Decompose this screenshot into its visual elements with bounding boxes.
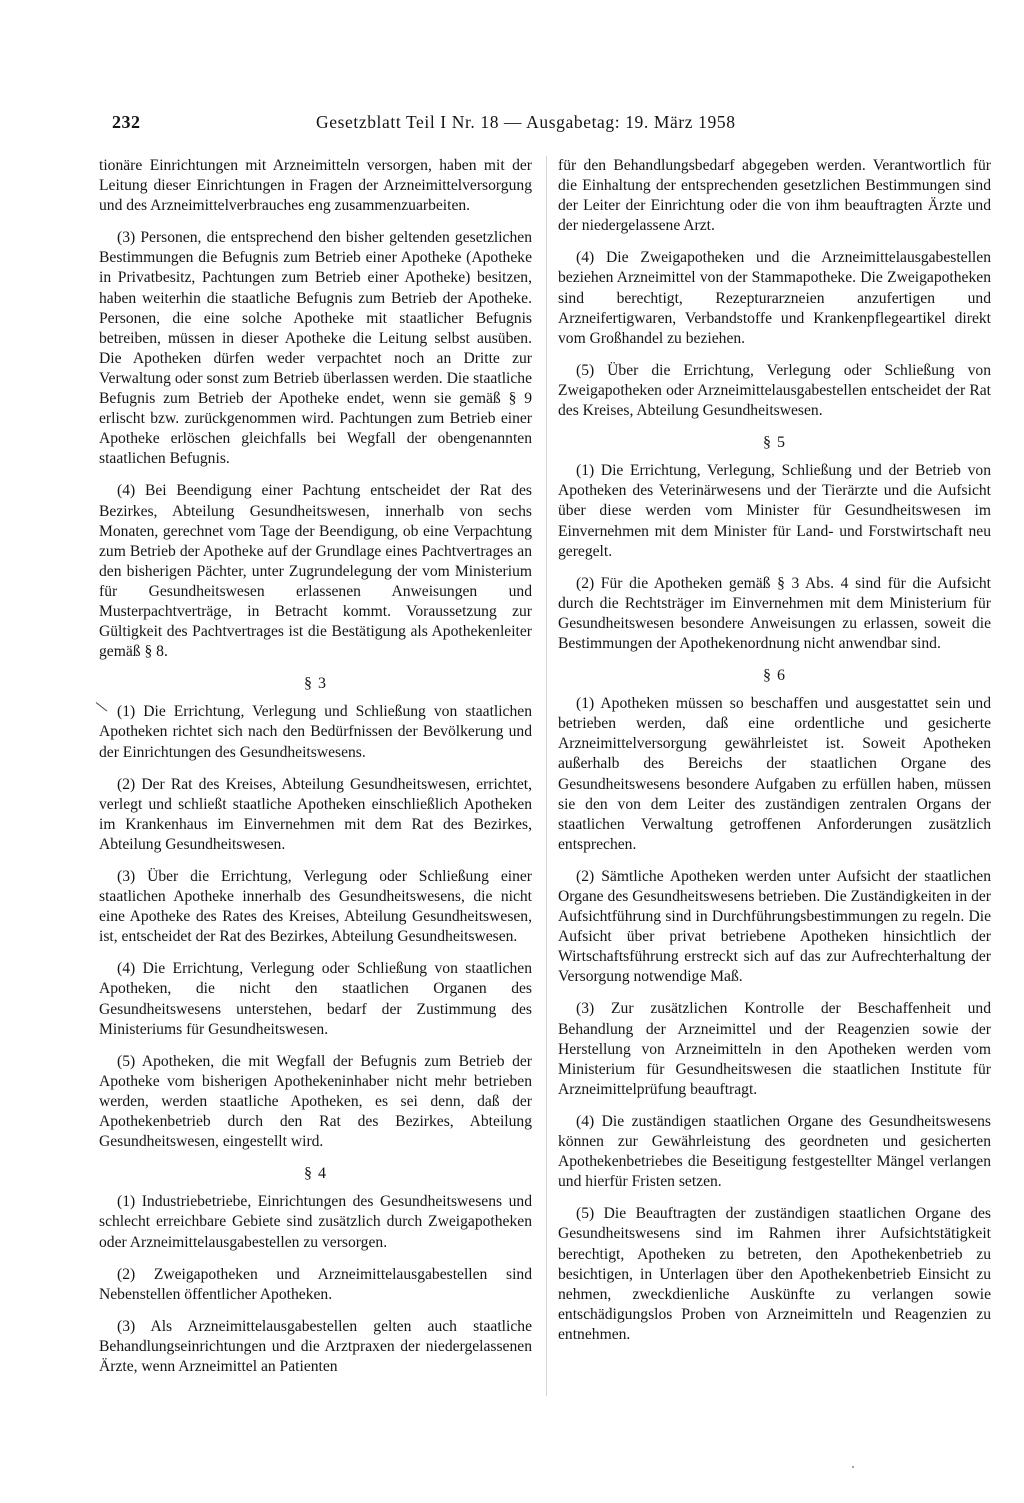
paragraph: (4) Die Errichtung, Verlegung oder Schließung von staatlichen Apotheken, die nicht den staatlichen Organen des Gesundheitswesens unterstehen, bedarf der Zustimmung des Ministeriums für Gesundheitswesen. (99, 960, 532, 1038)
paragraph: (1) Apotheken müssen so beschaffen und ausgestattet sein und betrieben werden, daß eine ordentliche und gesicherte Arzneimittelversorgung gewährleistet ist. Soweit Apotheken außerhalb des Bereichs der staatlichen Organe des Gesundheitswesens besondere Aufgaben zu erfüllen haben, müssen sie den von dem Leiter des zuständigen zentralen Organs der staatlichen Verwaltung getroffenen Anforderungen zusätzlich entsprechen. (558, 695, 991, 853)
paragraph: (5) Über die Errichtung, Verlegung oder Schließung von Zweigapotheken oder Arzneimittelausgabestellen entscheidet der Rat des Kreises, Abteilung Gesundheitswesen. (558, 361, 991, 420)
paragraph: (3) Zur zusätzlichen Kontrolle der Beschaffenheit und Behandlung der Arzneimittel und der Reagenzien sowie der Herstellung von Arzneimitteln in den Apotheken werden vom Ministerium für Gesundheitswesen die staatlichen Institute für Arzneimittelprüfung beauftragt. (558, 1000, 991, 1098)
paragraph: (2) Der Rat des Kreises, Abteilung Gesundheitswesen, errichtet, verlegt und schließt staatliche Apotheken einschließlich Apotheken im Krankenhaus im Einvernehmen mit dem Rat des Bezirkes, Abteilung Gesundheitswesen. (99, 775, 532, 853)
section-heading: § 5 (763, 434, 786, 452)
paragraph: (4) Die zuständigen staatlichen Organe des Gesundheitswesens können zur Gewährleistung des geordneten und gesicherten Apothekenbetriebes die Beseitigung festgestellter Mängel verlangen und hierfür Fristen setzen. (558, 1112, 991, 1191)
section-heading: § 6 (763, 667, 786, 685)
paragraph: (1) Industriebetriebe, Einrichtungen des Gesundheitswesens und schlecht erreichbare Gebiete sind zusätzlich durch Zweigapotheken oder Arzneimittelausgabestellen zu versorgen. (99, 1193, 532, 1251)
paragraph: (2) Für die Apotheken gemäß § 3 Abs. 4 sind für die Aufsicht durch die Rechtsträger im Einvernehmen mit dem Ministerium für Gesundheitswesen besondere Anweisungen zu erlassen, soweit die Bestimmungen der Apothekenordnung nicht anwendbar sind. (558, 574, 991, 652)
paragraph: (1) Die Errichtung, Verlegung, Schließung und der Betrieb von Apotheken des Veterinärwesens und der Tierärzte und die Aufsicht über diese werden vom Minister für Gesundheitswesen im Einvernehmen mit dem Minister für Land- und Forstwirtschaft neu geregelt. (558, 462, 991, 560)
paragraph: (3) Über die Errichtung, Verlegung oder Schließung einer staatlichen Apotheke innerhalb des Gesundheitswesens, die nicht eine Apotheke des Rates des Kreises, Abteilung Gesundheitswesen, ist, entscheidet der Rat des Bezirkes, Abteilung Gesundheitswesen. (99, 868, 532, 946)
paragraph: (5) Die Beauftragten der zuständigen staatlichen Organe des Gesundheitswesens sind im Rahmen ihrer Aufsichtstätigkeit berechtigt, Apotheken zu betreten, den Apothekenbetrieb zu besichtigen, in Unterlagen über den Apothekenbetrieb Einsicht zu nehmen, zweckdienliche Auskünfte zu verlangen sowie entschädigungslos Proben von Arzneimitteln und Reagenzien zu entnehmen. (558, 1205, 991, 1343)
page-number: 232 (112, 112, 141, 132)
paragraph: tionäre Einrichtungen mit Arzneimitteln versorgen, haben mit der Leitung dieser Einrichtungen in Fragen der Arzneimittelversorgung und des Arzneimittelverbrauches eng zusammenzuarbeiten. (99, 157, 532, 215)
scan-speck (852, 1466, 854, 1468)
paragraph: (4) Die Zweigapotheken und die Arzneimittelausgabestellen beziehen Arzneimittel von der Stammapotheke. Die Zweigapotheken sind berechtigt, Rezepturarzneien anzufertigen und Arzneifertigwaren, Verbandstoffe und Krankenpflegeartikel direkt vom Großhandel zu beziehen. (558, 249, 991, 347)
column-divider (546, 156, 547, 1396)
section-heading: § 3 (304, 675, 327, 693)
running-head: Gesetzblatt Teil I Nr. 18 — Ausgabetag: 19. März 1958 (316, 112, 736, 132)
paragraph: (3) Personen, die entsprechend den bisher geltenden gesetzlichen Bestimmungen die Befugnis zum Betrieb einer Apotheke (Apotheke in Privatbesitz, Pachtungen zum Betrieb einer Apotheke) besitzen, haben weiterhin die staatliche Befugnis zum Betrieb der Apotheke. Personen, die eine solche Apotheke mit staatlicher Befugnis betreiben, müssen in dieser Apotheke die Leitung selbst ausüben. Die Apotheken dürfen weder verpachtet noch an Dritte zur Verwaltung oder sonst zum Betrieb überlassen werden. Die staatliche Befugnis zum Betrieb der Apotheke endet, wenn sie gemäß § 9 erlischt bzw. zurückgenommen wird. Pachtungen zum Betrieb einer Apotheke erlöschen gleichfalls bei Wegfall der obengenannten staatlichen Befugnis. (99, 229, 532, 468)
left-column (99, 156, 532, 1389)
paragraph: für den Behandlungsbedarf abgegeben werden. Verantwortlich für die Einhaltung der entsprechenden gesetzlichen Bestimmungen sind der Leiter der Einrichtung oder die von ihm beauftragten Ärzte und der niedergelassene Arzt. (558, 157, 991, 235)
paragraph: (4) Bei Beendigung einer Pachtung entscheidet der Rat des Bezirkes, Abteilung Gesundheitswesen, innerhalb von sechs Monaten, gerechnet vom Tage der Beendigung, ob eine Verpachtung zum Betrieb der Apotheke auf der Grundlage eines Pachtvertrages an den bisherigen Pächter, unter Zugrundelegung der vom Ministerium für Gesundheitswesen erlassenen Anweisungen und Musterpachtverträge, in Betracht kommt. Voraussetzung zur Gültigkeit des Pachtvertrages ist die Bestätigung als Apothekenleiter gemäß § 8. (99, 482, 532, 661)
right-column (558, 156, 991, 1357)
paragraph: (2) Zweigapotheken und Arzneimittelausgabestellen sind Nebenstellen öffentlicher Apotheken. (99, 1265, 532, 1303)
paragraph: (3) Als Arzneimittelausgabestellen gelten auch staatliche Behandlungseinrichtungen und die Arztpraxen der niedergelassenen Ärzte, wenn Arzneimittel an Patienten (99, 1317, 532, 1375)
paragraph: (5) Apotheken, die mit Wegfall der Befugnis zum Betrieb der Apotheke vom bisherigen Apothekeninhaber nicht mehr betrieben werden, werden staatliche Apotheken, es sei denn, daß der Apothekenbetrieb durch den Rat des Bezirkes, Abteilung Gesundheitswesen, eingestellt wird. (99, 1052, 532, 1151)
paragraph: (2) Sämtliche Apotheken werden unter Aufsicht der staatlichen Organe des Gesundheitswesens betrieben. Die Zuständigkeiten in der Aufsichtführung sind in Durchführungsbestimmungen zu regeln. Die Aufsicht über privat betriebene Apotheken hinsichtlich der Wirtschaftsführung erstreckt sich auf das zur Aufrechterhaltung der Versorgung notwendige Maß. (558, 867, 991, 986)
section-heading: § 4 (304, 1165, 327, 1183)
paragraph: (1) Die Errichtung, Verlegung und Schließung von staatlichen Apotheken richtet sich nach den Bedürfnissen der Bevölkerung und der Einrichtungen des Gesundheitswesens. (99, 703, 532, 761)
